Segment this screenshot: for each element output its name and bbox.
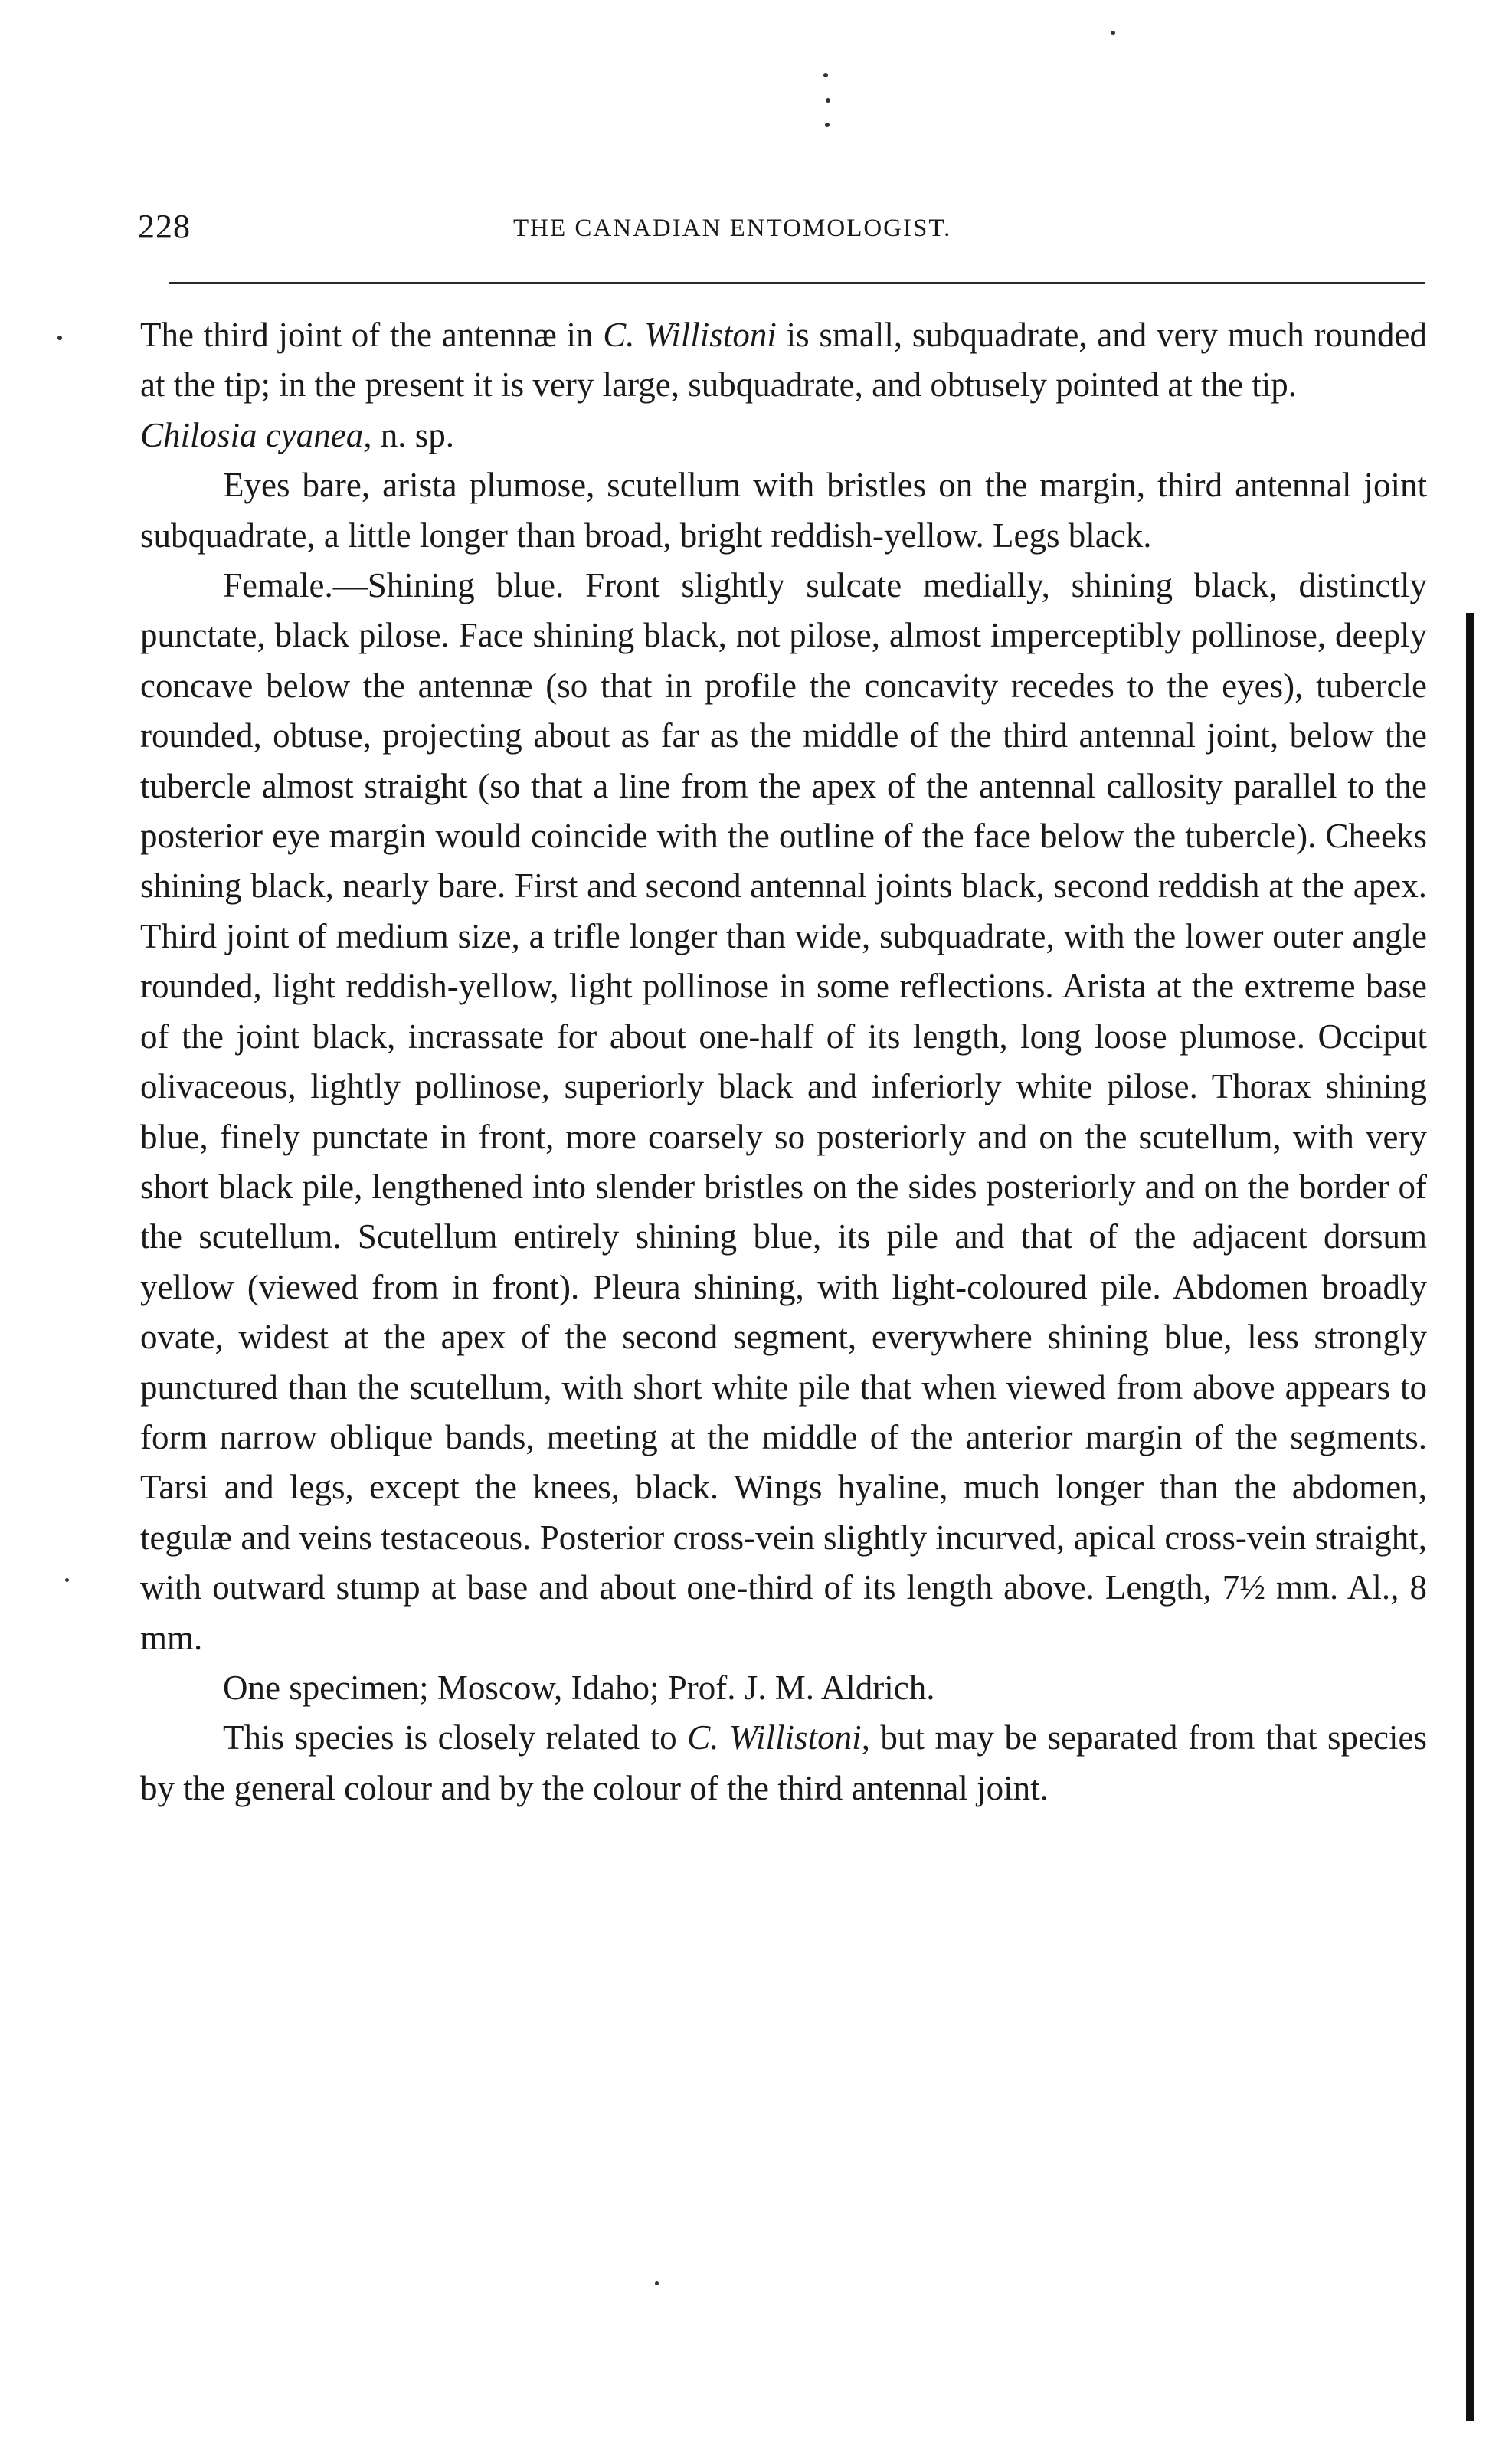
header-rule [169, 282, 1425, 284]
paragraph-relation [140, 1713, 1427, 1813]
scan-edge-shadow [1466, 613, 1474, 2421]
paragraph-diagnosis: Eyes bare, arista plumose, scutellum with bristles on the margin, third antennal joint subquadrate, a little longer than broad, bright reddish-yellow. Legs black. [140, 466, 1427, 555]
text-run: This species is closely related to [223, 1718, 688, 1757]
scan-speck [825, 123, 830, 127]
scan-speck [1111, 31, 1115, 35]
article-body [140, 310, 1427, 1813]
species-reference: C. Willistoni [603, 316, 777, 354]
species-reference: C. Willistoni, [687, 1718, 870, 1757]
paragraph-female-description: Female.—Shining blue. Front slightly sulcate medially, shining black, distinctly punctate, black pilose. Face shining black, not pilose, almost imperceptibly pollinose, deeply concave below the antennæ (so that in profile the concavity recedes to the eyes), tubercle rounded, obtuse, projecting about as far as the middle of the third antennal joint, below the tubercle almost straight (so that a line from the apex of the antennal callosity parallel to the posterior eye margin would coincide with the outline of the face below the tubercle). Cheeks shining black, nearly bare. First and second antennal joints black, second reddish at the apex. Third joint of medium size, a trifle longer than wide, subquadrate, with the lower outer angle rounded, light reddish-yellow, light pollinose in some reflections. Arista at the extreme base of the joint black, incrassate for about one-half of its length, long loose plumose. Occiput olivaceous, lightly pollinose, superiorly black and inferiorly white pilose. Thorax shining blue, finely punctate in front, more coarsely so posteriorly and on the scutellum, with very short black pile, lengthened into slender bristles on the sides posteriorly and on the border of the scutellum. Scutellum entirely shining blue, its pile and that of the adjacent dorsum yellow (viewed from in front). Pleura shining, with light-coloured pile. Abdomen broadly ovate, widest at the apex of the second segment, everywhere shining blue, less strongly punctured than the scutellum, with short white pile that when viewed from above appears to form narrow oblique bands, meeting at the middle of the anterior margin of the segments. Tarsi and legs, except the knees, black. Wings hyaline, much longer than the abdomen, tegulæ and veins testaceous. Posterior cross-vein slightly incurved, apical cross-vein straight, with outward stump at base and about one-third of its length above. Length, 7½ mm. Al., 8 mm. [140, 566, 1427, 1657]
text-run: is small, subquadrate, and very much rounded at the tip; in the present it is very large, subquadrate, and obtusely pointed at the tip. [140, 316, 1427, 405]
text-run: The third joint of the antennæ in [140, 316, 604, 354]
running-head: THE CANADIAN ENTOMOLOGIST. [513, 215, 952, 242]
species-name: Chilosia cyanea, [140, 415, 372, 454]
species-suffix: n. sp. [371, 415, 454, 454]
text-run: but may be separated from that species by the general colour and by the colour of the third antennal joint. [140, 1718, 1427, 1807]
page-header [138, 207, 1425, 253]
paragraph-specimen: One specimen; Moscow, Idaho; Prof. J. M. Aldrich. [223, 1668, 935, 1707]
scan-speck [65, 1578, 69, 1582]
scan-speck [823, 73, 828, 77]
scan-speck [655, 2281, 659, 2285]
page-number: 228 [138, 208, 191, 245]
species-heading [140, 411, 1427, 460]
scan-speck [826, 98, 830, 103]
scan-speck [57, 336, 62, 340]
paragraph-antenna-comparison [140, 310, 1427, 411]
